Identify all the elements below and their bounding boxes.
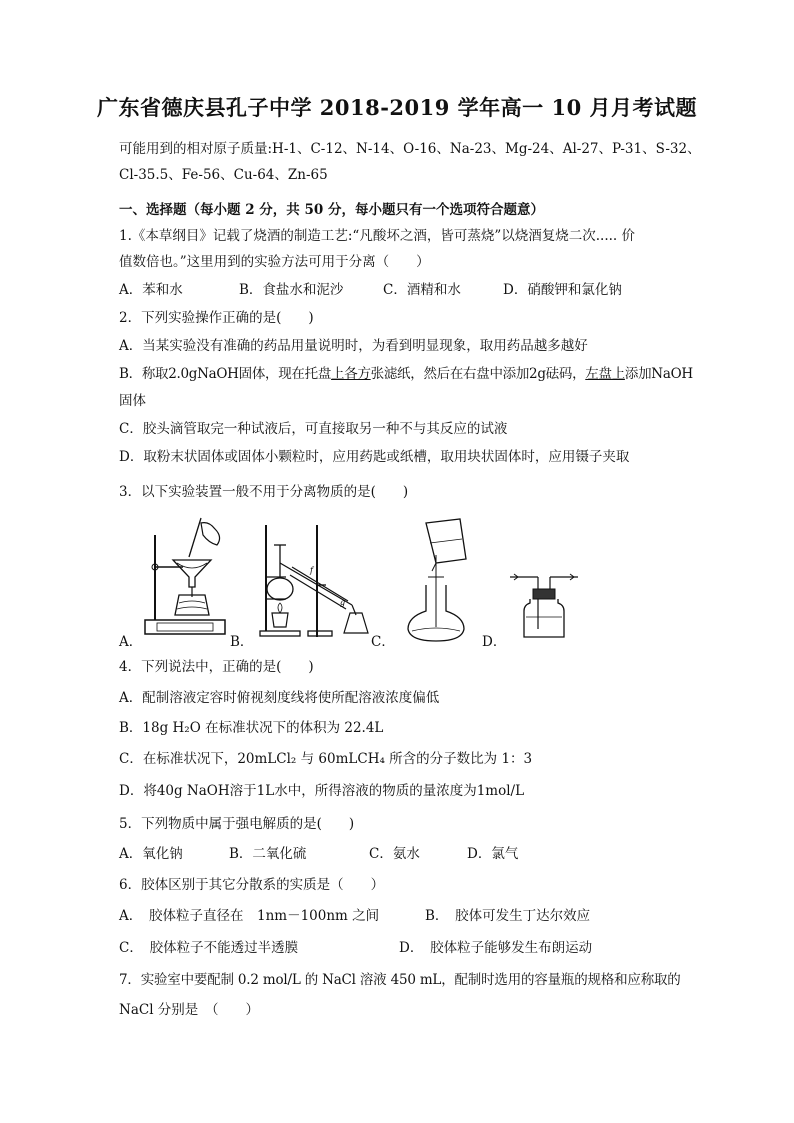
q3-stem: 3．以下实验装置一般不用于分离物质的是( ) [119, 484, 409, 500]
q1-option-a: A．苯和水 [119, 282, 183, 298]
q2-b-part-5: 添加NaOH [624, 366, 693, 382]
figure-marker-f: f [310, 566, 313, 575]
section-heading: 一、选择题（每小题 2 分，共 50 分，每小题只有一个选项符合题意） [119, 202, 544, 218]
q5-stem: 5．下列物质中属于强电解质的是( ) [119, 816, 355, 832]
q3-label-c: C． [371, 634, 395, 650]
q4-option-b: B．18g H₂O 在标准状况下的体积为 22.4L [119, 720, 384, 736]
q1-option-c: C．酒精和水 [383, 282, 461, 298]
q1-line-2: 值数倍也。”这里用到的实验方法可用于分离（ ） [119, 254, 430, 270]
q4-option-c: C．在标准状况下，20mLCl₂ 与 60mLCH₄ 所含的分子数比为 1：3 [119, 751, 533, 767]
q6-option-b: B． 胶体可发生丁达尔效应 [425, 908, 591, 924]
q3-label-a: A． [119, 634, 143, 650]
q2-option-d: D．取粉末状固体或固体小颗粒时，应用药匙或纸槽，取用块状固体时，应用镊子夹取 [119, 449, 630, 465]
q3-label-d: D． [482, 634, 507, 650]
q2-b-part-2: 上各方 [331, 366, 371, 382]
q5-option-a: A．氧化钠 [119, 846, 183, 862]
q2-b-part-1: B．称取2.0gNaOH固体，现在托盘 [119, 366, 332, 382]
q2-option-b-line-2: 固体 [119, 393, 146, 409]
page-title: 广东省德庆县孔子中学 2018-2019 学年高一 10 月月考试题 [96, 95, 698, 120]
q2-option-b [119, 365, 693, 383]
atomic-mass-line-2: Cl-35.5、Fe-56、Cu-64、Zn-65 [119, 167, 328, 183]
q2-stem: 2．下列实验操作正确的是( ) [119, 310, 314, 326]
q2-b-part-3: 张滤纸，然后在右盘中添加2g砝码， [370, 366, 586, 382]
q1-option-d: D．硝酸钾和氯化钠 [503, 282, 622, 298]
distillation-apparatus-figure [252, 515, 377, 640]
q6-option-c: C． 胶体粒子不能透过半透膜 [119, 940, 299, 956]
q4-option-a: A．配制溶液定容时俯视刻度线将使所配溶液浓度偏低 [119, 690, 440, 706]
q5-option-c: C．氨水 [369, 846, 420, 862]
q4-stem: 4．下列说法中，正确的是( ) [119, 659, 314, 675]
q3-label-b: B． [230, 634, 254, 650]
figure-marker-g: g [340, 598, 346, 607]
gas-washing-bottle-figure [506, 565, 586, 645]
q2-option-a: A．当某实验没有准确的药品用量说明时，为看到明显现象，取用药品越多越好 [119, 338, 588, 354]
q6-option-a: A． 胶体粒子直径在 1nm－100nm 之间 [119, 908, 380, 924]
q5-option-b: B．二氧化硫 [229, 846, 307, 862]
q4-option-d: D．将40g NaOH溶于1L水中，所得溶液的物质的量浓度为1mol/L [119, 783, 525, 799]
q1-option-b: B．食盐水和泥沙 [239, 282, 344, 298]
q6-stem: 6．胶体区别于其它分散系的实质是（ ） [119, 877, 385, 893]
atomic-mass-line-1: 可能用到的相对原子质量:H-1、C-12、N-14、O-16、Na-23、Mg-24、Al-27、P-31、S-32、 [119, 141, 701, 157]
q6-option-d: D． 胶体粒子能够发生布朗运动 [399, 940, 593, 956]
q2-b-part-4: 左盘上 [585, 366, 625, 382]
q1-line-1: 1.《本草纲目》记载了烧酒的制造工艺:“凡酸坏之酒，皆可蒸烧”以烧酒复烧二次..... 价 [119, 228, 635, 244]
filtration-apparatus-figure [143, 515, 228, 640]
q2-option-c: C．胶头滴管取完一种试液后，可直接取另一种不与其反应的试液 [119, 421, 508, 437]
q5-option-d: D．氯气 [467, 846, 519, 862]
q7-line-2: NaCl 分别是 （ ） [119, 1002, 260, 1018]
volumetric-flask-figure [400, 515, 480, 640]
q7-line-1: 7．实验室中要配制 0.2 mol/L 的 NaCl 溶液 450 mL，配制时选用的容量瓶的规格和应称取的 [119, 972, 681, 988]
